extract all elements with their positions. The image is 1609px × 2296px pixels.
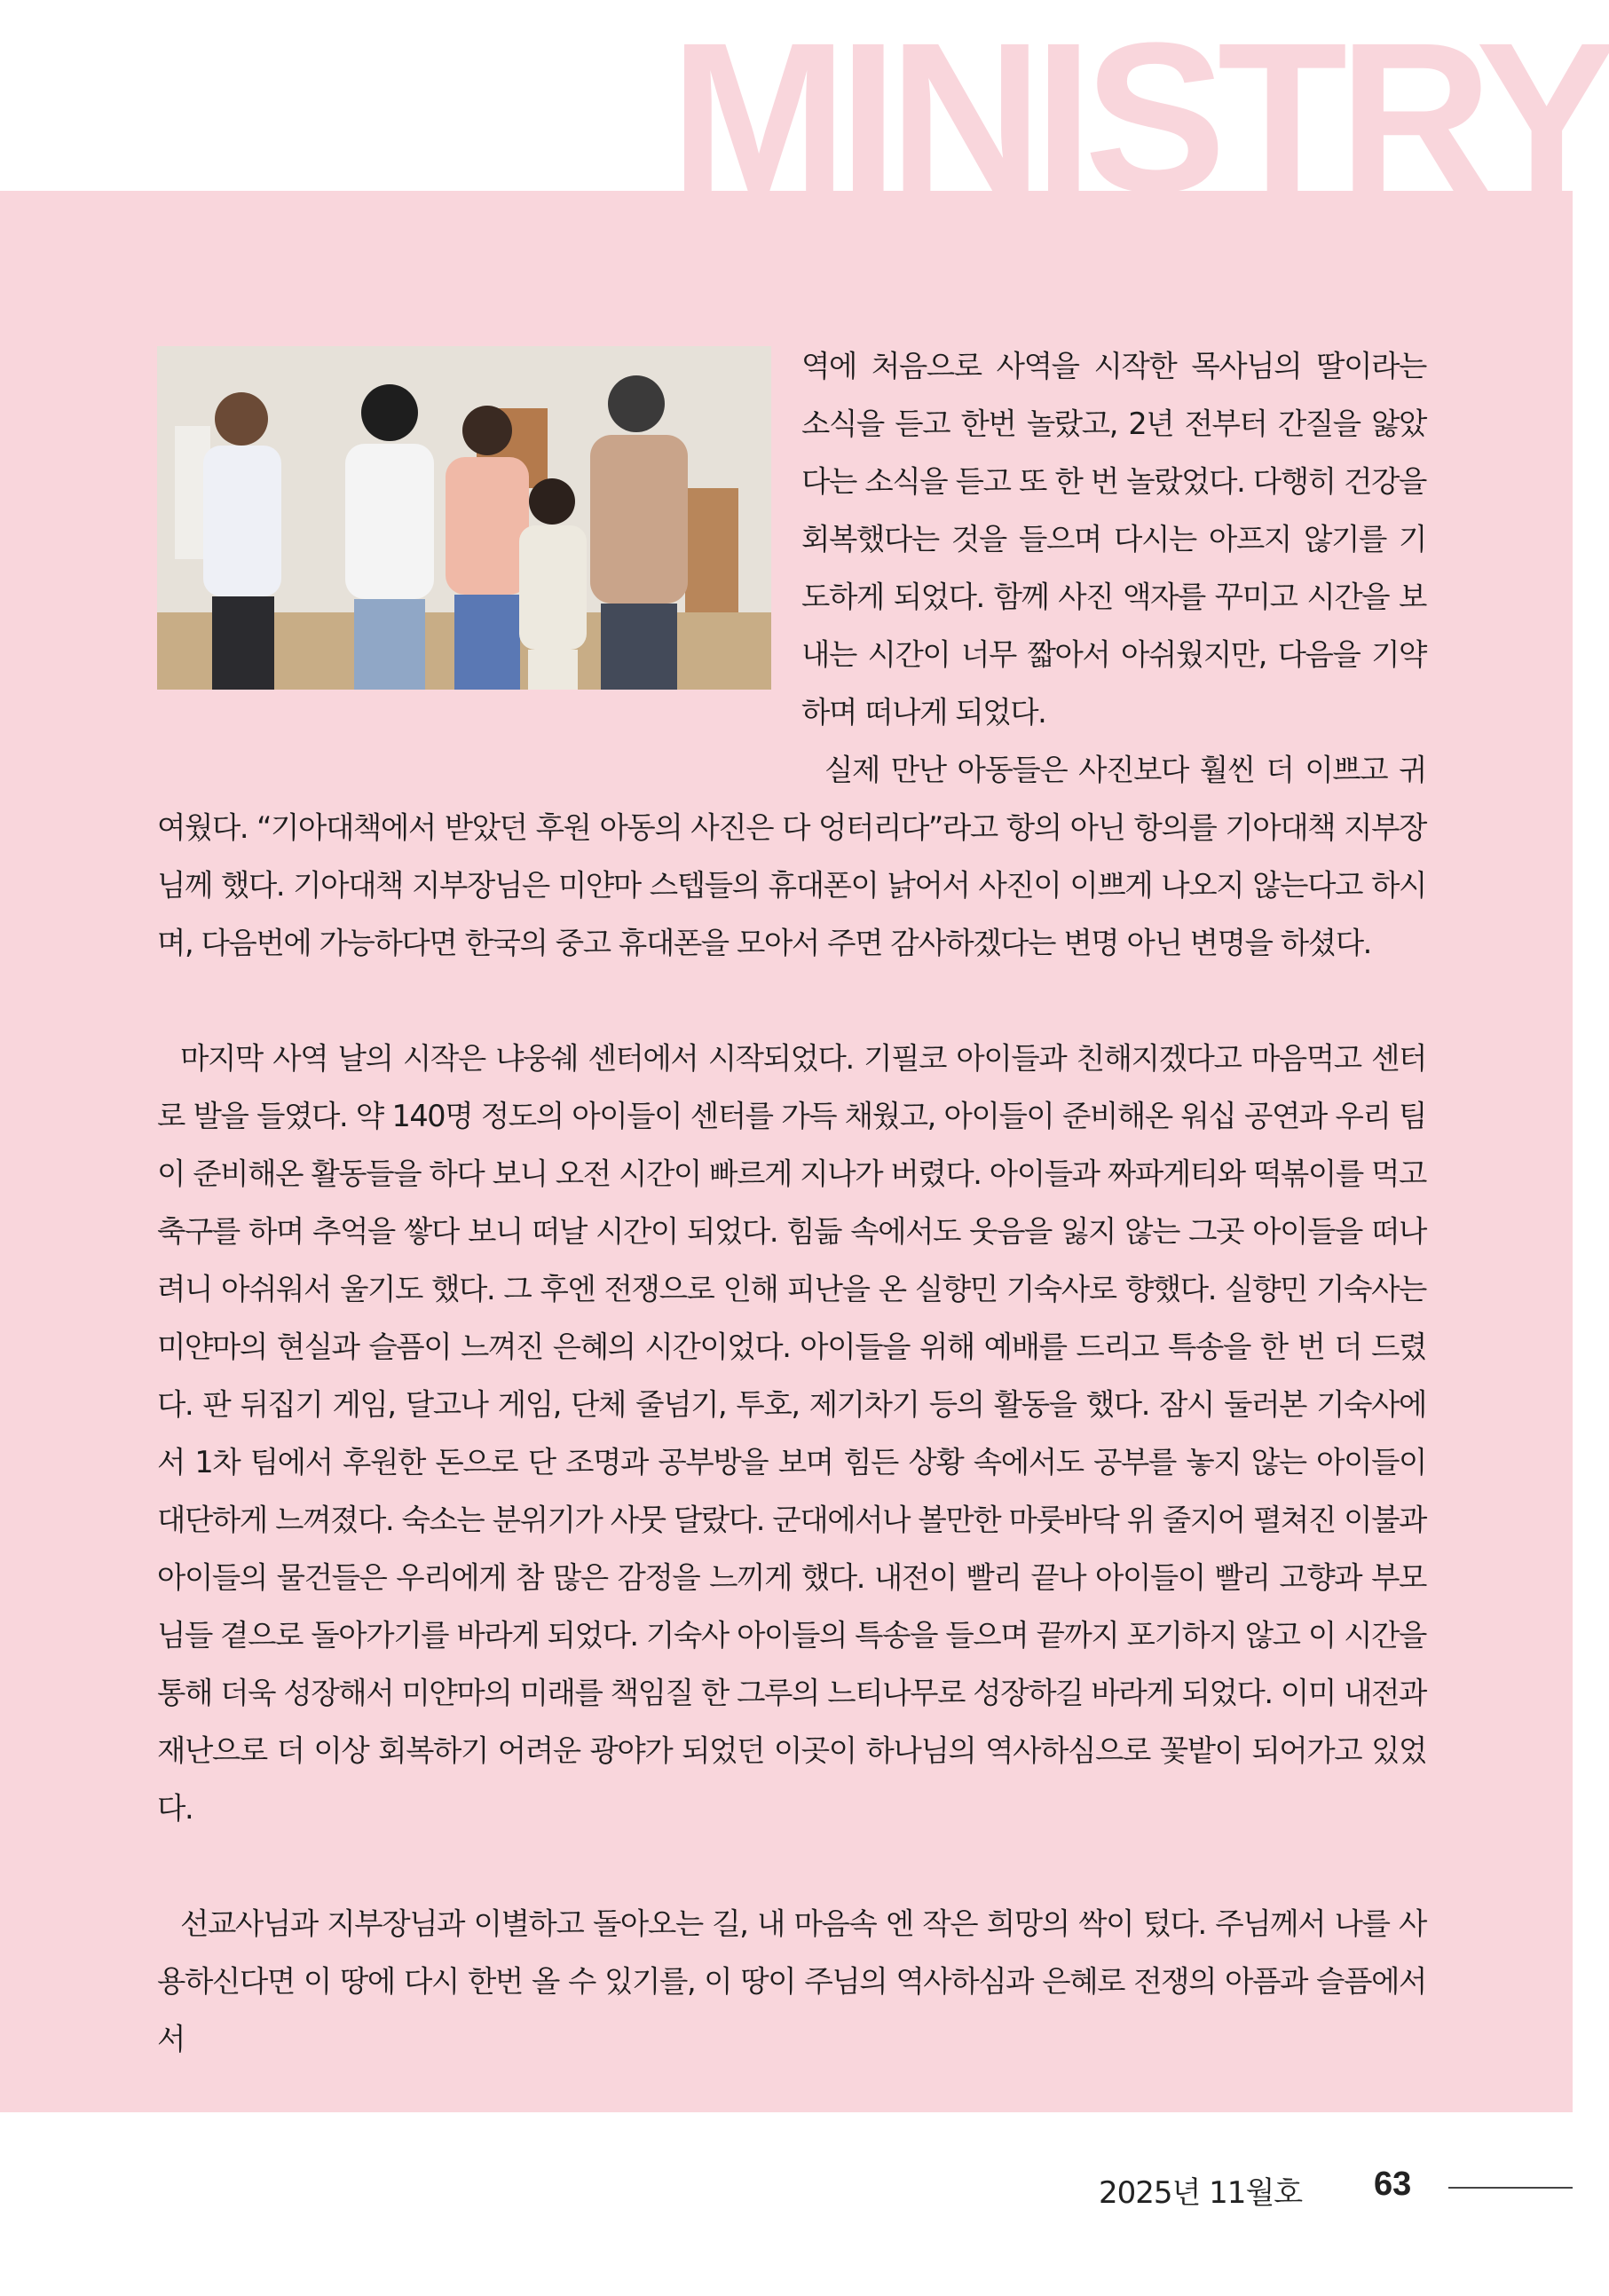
section-header bbox=[670, 0, 1609, 236]
section-title: MINISTRY bbox=[670, 0, 1609, 236]
issue-label: 2025년 11월호 bbox=[1099, 2175, 1303, 2211]
page-number: 63 bbox=[1374, 2166, 1412, 2203]
article-paragraph: 역에 처음으로 사역을 시작한 목사님의 딸이라는 소식을 듣고 한번 놀랐고, 2년 전부터 간질을 앓았다는 소식을 듣고 또 한 번 놀랐었다. 다행히 건강을 회복했다는 것을 들으며 다시는 아프지 않기를 기도하게 되었다. 함께 사진 액자를 꾸미고 시간을 보내는 시간이 너무 짧아서 아쉬웠지만, 다음을 기약하며 떠나게 되었다. bbox=[801, 349, 1426, 730]
article-paragraph: 마지막 사역 날의 시작은 냐웅쉐 센터에서 시작되었다. 기필코 아이들과 친해지겠다고 마음먹고 센터로 발을 들였다. 약 140명 정도의 아이들이 센터를 가득 채웠고, 아이들이 준비해온 워십 공연과 우리 팀이 준비해온 활동들을 하다 보니 오전 시간이 빠르게 지나가 버렸다. 아이들과 짜파게티와 떡볶이를 먹고 축구를 하며 추억을 쌓다 보니 떠날 시간이 되었다. 힘듦 속에서도 웃음을 잃지 않는 그곳 아이들을 떠나려니 아쉬워서 울기도 했다. 그 후엔 전쟁으로 인해 피난을 온 실향민 기숙사로 향했다. 실향민 기숙사는 미얀마의 현실과 슬픔이 느껴진 은혜의 시간이었다. 아이들을 위해 예배를 드리고 특송을 한 번 더 드렸다. 판 뒤집기 게임, 달고나 게임, 단체 줄넘기, 투호, 제기차기 등의 활동을 했다. 잠시 둘러본 기숙사에서 1차 팀에서 후원한 돈으로 단 조명과 공부방을 보며 힘든 상황 속에서도 공부를 놓지 않는 아이들이 대단하게 느껴졌다. 숙소는 분위기가 사뭇 달랐다. 군대에서나 볼만한 마룻바닥 위 줄지어 펼쳐진 이불과 아이들의 물건들은 우리에게 참 많은 감정을 느끼게 했다. 내전이 빨리 끝나 아이들이 빨리 고향과 부모님들 곁으로 돌아가기를 바라게 되었다. 기숙사 아이들의 특송을 들으며 끝까지 포기하지 않고 이 시간을 통해 더욱 성장해서 미얀마의 미래를 책임질 한 그루의 느티나무로 성장하길 바라게 되었다. 이미 내전과 재난으로 더 이상 회복하기 어려운 광야가 되었던 이곳이 하나님의 역사하심으로 꽃밭이 되어가고 있었다. bbox=[157, 1041, 1426, 1826]
article-body bbox=[157, 337, 1426, 2056]
footer-divider bbox=[1448, 2187, 1573, 2189]
article-paragraph: 선교사님과 지부장님과 이별하고 돌아오는 길, 내 마음속 엔 작은 희망의 싹이 텄다. 주님께서 나를 사용하신다면 이 땅에 다시 한번 올 수 있기를, 이 땅이 주님의 역사하심과 은혜로 전쟁의 아픔과 슬픔에서 서 bbox=[157, 1906, 1426, 2056]
article-paragraph: 실제 만난 아동들은 사진보다 훨씬 더 이쁘고 귀여웠다. “기아대책에서 받았던 후원 아동의 사진은 다 엉터리다”라고 항의 아닌 항의를 기아대책 지부장님께 했다. 기아대책 지부장님은 미얀마 스텝들의 휴대폰이 낡어서 사진이 이쁘게 나오지 않는다고 하시며, 다음번에 가능하다면 한국의 중고 휴대폰을 모아서 주면 감사하겠다는 변명 아닌 변명을 하셨다. bbox=[157, 753, 1426, 960]
photo-spacer bbox=[157, 337, 801, 744]
